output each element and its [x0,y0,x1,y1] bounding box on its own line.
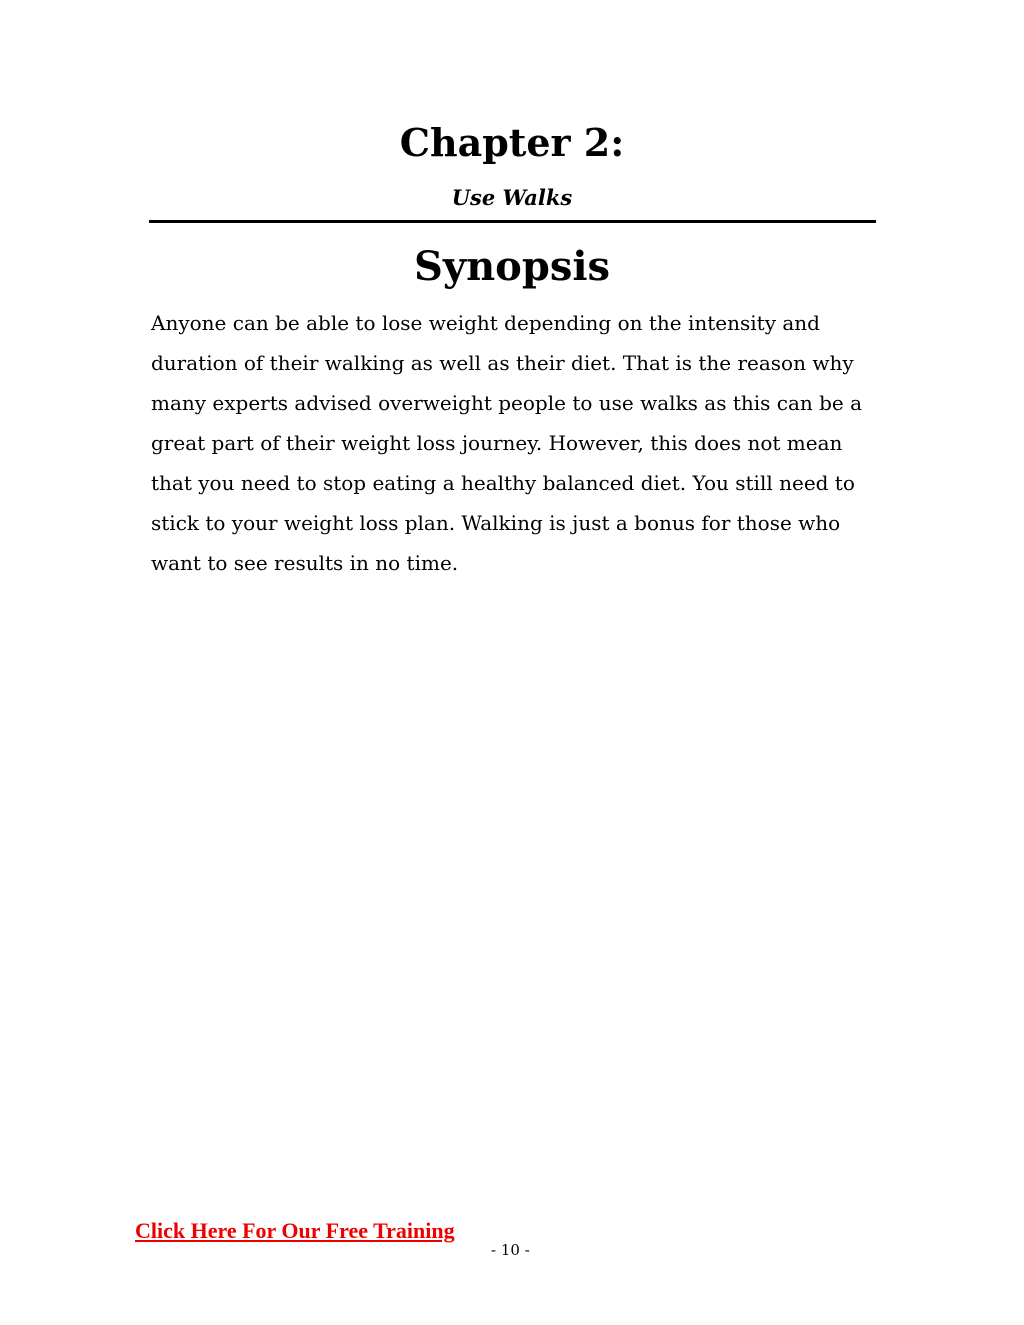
page-number: - 10 - [491,1241,530,1259]
title-divider [149,220,876,223]
free-training-link[interactable]: Click Here For Our Free Training [135,1218,455,1243]
chapter-title: Chapter 2: [399,120,625,165]
section-title: Synopsis [413,243,611,290]
chapter-subtitle: Use Walks [451,185,573,210]
synopsis-paragraph: Anyone can be able to lose weight depending on the intensity and duration of their walking as well as their diet. That is the reason why many experts advised overweight people to use walks as this can be a great part of their weight loss journey. However, this does not mean that you need to stop eating a healthy balanced diet. You still need to stick to your weight loss plan. Walking is just a bonus for those who want to see results in no time. [151,311,863,575]
